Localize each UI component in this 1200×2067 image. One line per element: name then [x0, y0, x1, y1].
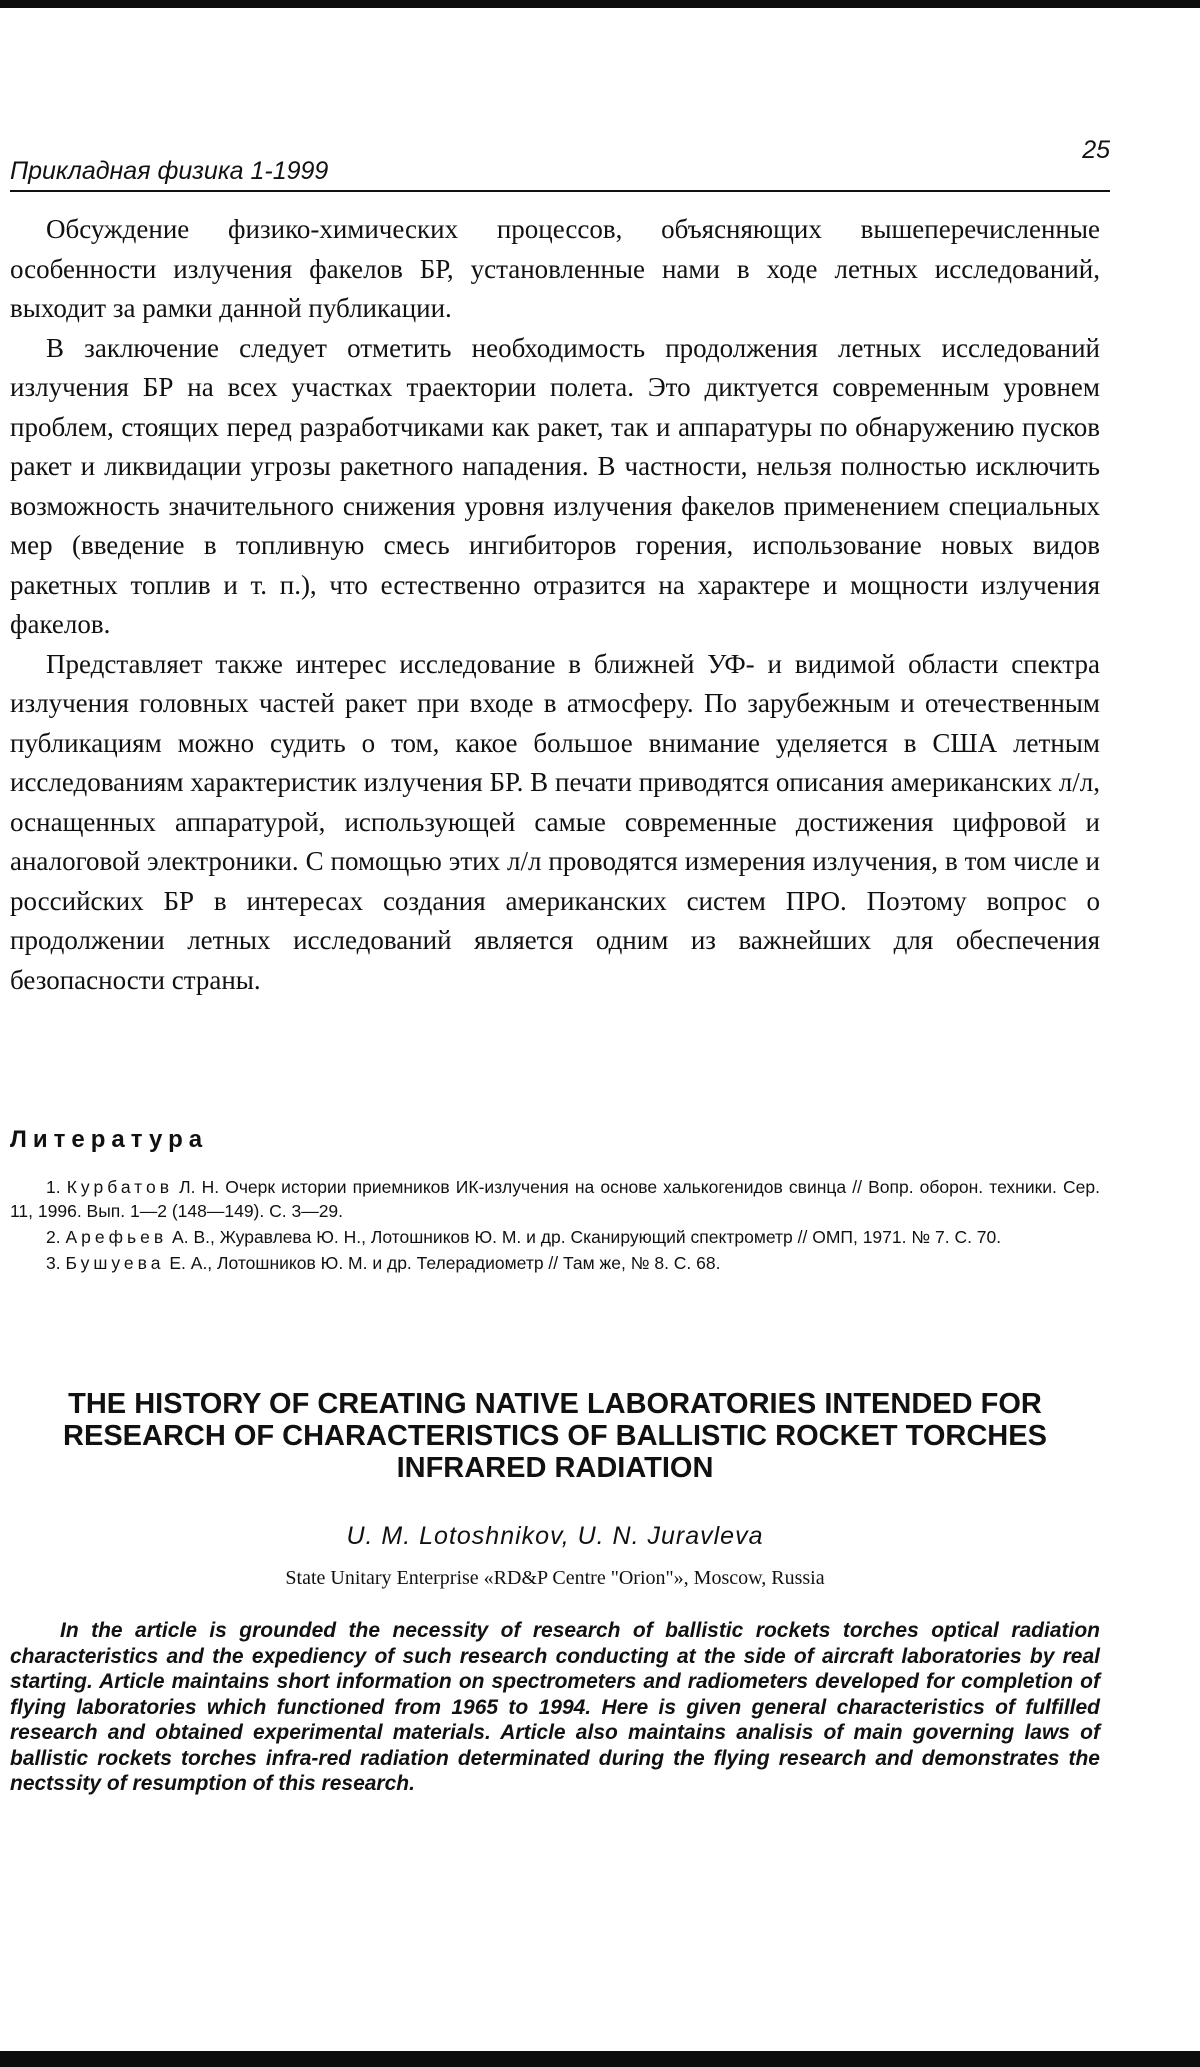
paragraph-2: В заключение следует отметить необходимость продолжения летных исследований излучения БР на всех участках траектории полета. Это диктуется современным уровнем проблем, стоящих перед разработчиками как ракет, так и аппаратуры по обнаружению пусков ракет и ликвидации угрозы ракетного нападения. В частности, нельзя полностью исключить возможность значительного снижения уровня излучения факелов применением специальных мер (введение в топливную смесь ингибиторов горения, использование новых видов ракетных топлив и т. п.), что естественно отразится на характере и мощности излучения факелов. [10, 332, 1100, 639]
reference-item [10, 1225, 1100, 1249]
journal-title: Прикладная физика 1-1999 [10, 157, 329, 185]
references-heading: Литература [10, 1126, 209, 1153]
reference-number: 1. [46, 1177, 61, 1197]
reference-item [10, 1175, 1100, 1223]
paragraph-3: Представляет также интерес исследование в ближней УФ- и видимой области спектра излучения головных частей ракет при входе в атмосферу. По зарубежным и отечественным публикациям можно судить о том, какое большое внимание уделяется в США летным исследованиям характеристик излучения БР. В печати приводятся описания американских л/л, оснащенных аппаратурой, использующей самые современные достижения цифровой и аналоговой электроники. С помощью этих л/л проводятся измерения излучения, в том числе и российских БР в интересах создания американских систем ПРО. Поэтому вопрос о продолжении летных исследований является одним из важнейших для обеспечения безопасности страны. [10, 648, 1100, 995]
paragraph-1: Обсуждение физико-химических процессов, объясняющих вышеперечисленные особенности излучения факелов БР, установленные нами в ходе летных исследований, выходит за рамки данной публикации. [10, 214, 1100, 323]
reference-item [10, 1251, 1100, 1275]
reference-number: 2. [46, 1227, 61, 1247]
reference-number: 3. [46, 1253, 61, 1273]
header-rule [10, 190, 1110, 192]
english-abstract-block [10, 1388, 1100, 1797]
running-head [10, 136, 1110, 192]
english-authors: U. M. Lotoshnikov, U. N. Juravleva [346, 1522, 764, 1550]
reference-author: Бушуева [65, 1253, 165, 1273]
references-list [10, 1175, 1100, 1277]
page-number: 25 [1082, 136, 1110, 164]
reference-details: Е. А., Лотошников Ю. М. и др. Телерадиометр // Там же, № 8. С. 68. [169, 1253, 721, 1273]
scan-border-top [0, 0, 1200, 8]
reference-author: Курбатов [66, 1177, 174, 1197]
english-affiliation: State Unitary Enterprise «RD&P Centre "Orion"», Moscow, Russia [285, 1567, 825, 1589]
english-title: THE HISTORY OF CREATING NATIVE LABORATORIES INTENDED FOR RESEARCH OF CHARACTERISTICS OF BALLISTIC ROCKET TORCHES INFRARED RADIATION [63, 1388, 1047, 1484]
reference-details: Л. Н. Очерк истории приемников ИК-излучения на основе халькогенидов свинца // Вопр. оборон. техники. Сер. 11, 1996. Вып. 1—2 (148—149). С. 3—29. [10, 1177, 1100, 1221]
reference-details: А. В., Журавлева Ю. Н., Лотошников Ю. М. и др. Сканирующий спектрометр // ОМП, 1971. № 7. С. 70. [172, 1227, 1002, 1247]
english-abstract-text: In the article is grounded the necessity of research of ballistic rockets torches optical radiation characteristics and the expediency of such research conducting at the side of aircraft laboratories by real starting. Article maintains short information on spectrometers and radiometers developed for completion of flying laboratories which functioned from 1965 to 1994. Here is given general characteristics of fulfilled research and obtained experimental materials. Article also maintains analisis of main governing laws of ballistic rockets torches infra-red radiation determinated during the flying research and demonstrates the nectssity of resumption of this research. [10, 1619, 1100, 1795]
scan-border-bottom [0, 2051, 1200, 2067]
reference-author: Арефьев [65, 1227, 168, 1247]
article-body [10, 210, 1100, 1000]
